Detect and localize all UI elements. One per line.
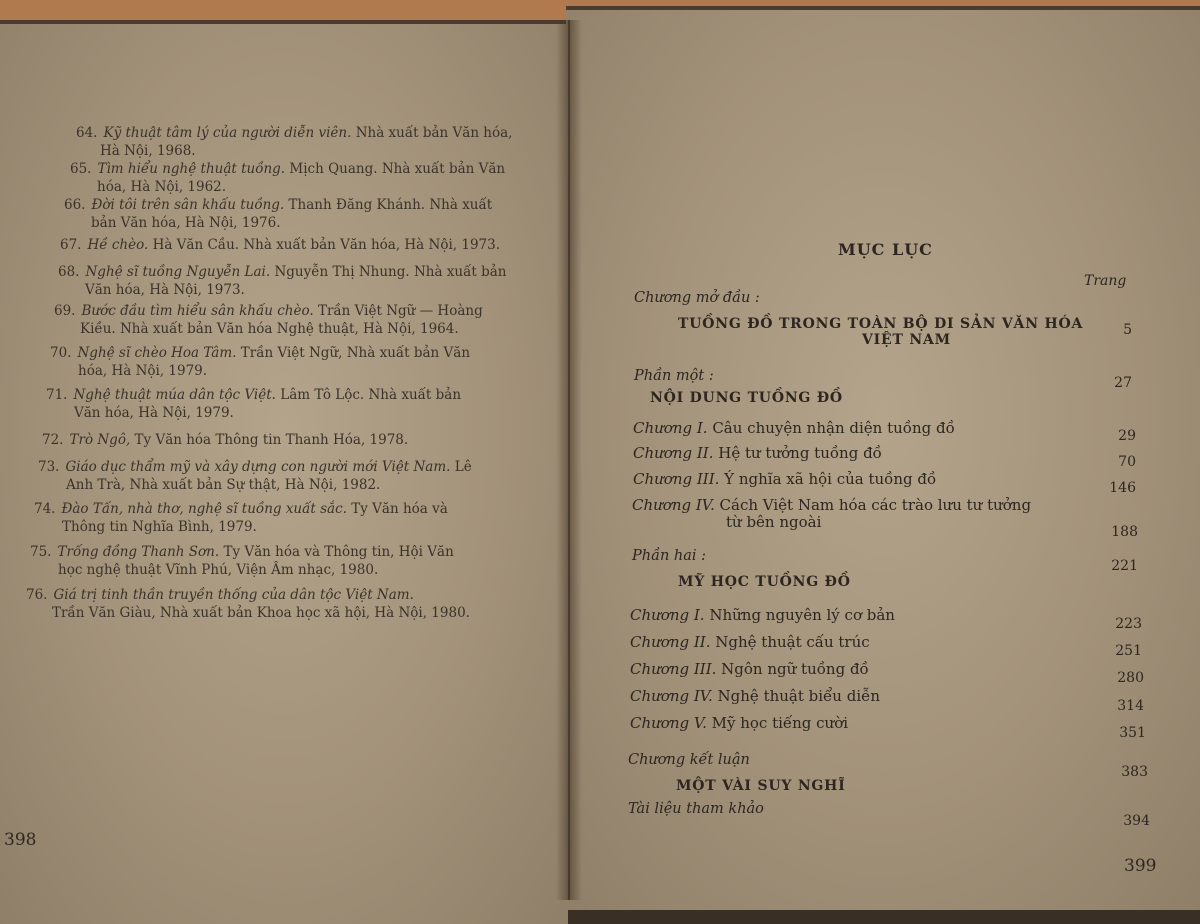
toc-part-heading: NỘI DUNG TUỒNG ĐỒ [650,390,843,406]
toc-page-number: 383 [1121,764,1148,780]
toc-page-number: 394 [1123,813,1150,829]
reference-details: Ty Văn hóa và [346,501,448,517]
toc-chapter-label: Chương III. [633,470,720,488]
toc-intro-heading-line2: VIỆT NAM [862,332,951,348]
reference-details: Trần Việt Ngữ, Nhà xuất bản Văn [236,345,471,361]
toc-page-number: 27 [1114,375,1132,391]
toc-chapter-title: Hệ tư tưởng tuồng đồ [713,444,882,462]
toc-page-number: 314 [1117,698,1144,714]
reference-details: Nguyễn Thị Nhung. Nhà xuất bản [270,264,507,280]
toc-page-number: 280 [1117,670,1144,686]
reference-details-line2: bản Văn hóa, Hà Nội, 1976. [91,215,281,231]
reference-number: 66. [64,197,86,213]
toc-chapter-title: Nghệ thuật biểu diễn [712,687,880,705]
reference-title: Nghệ sĩ tuồng Nguyễn Lai. [85,264,271,280]
reference-details-line2: học nghệ thuật Vĩnh Phú, Viện Âm nhạc, 1980. [58,562,379,578]
toc-chapter-title-line2: từ bên ngoài [726,513,822,531]
reference-details: Ty Văn hóa Thông tin Thanh Hóa, 1978. [130,432,409,448]
toc-chapter-title: Những nguyên lý cơ bản [704,606,895,624]
toc-page-number: 70 [1118,454,1136,470]
toc-chapter-label: Chương II. [633,444,714,462]
toc-page-number: 29 [1118,428,1136,444]
reference-item [70,160,540,196]
reference-number: 75. [30,544,52,560]
reference-details: Hà Văn Cầu. Nhà xuất bản Văn hóa, Hà Nội, 1973. [148,237,501,253]
reference-title: Tìm hiểu nghệ thuật tuồng. [97,161,286,177]
reference-item [38,458,540,494]
reference-title: Kỹ thuật tâm lý của người diễn viên. [103,125,352,141]
toc-chapter-row[interactable] [633,419,955,437]
reference-item [76,124,536,160]
right-page-number: 399 [1124,856,1157,876]
toc-chapter-row[interactable] [633,444,882,462]
reference-number: 73. [38,459,60,475]
toc-chapter-title: Ngôn ngữ tuồng đồ [716,660,869,678]
toc-page-number: 351 [1119,725,1146,741]
toc-chapter-label: Chương V. [630,714,707,732]
reference-item [60,236,540,254]
reference-details-line2: Kiều. Nhà xuất bản Văn hóa Nghệ thuật, Hà Nội, 1964. [80,321,459,337]
reference-item [30,543,540,579]
toc-chapter-title: Ý nghĩa xã hội của tuồng đồ [719,470,937,488]
reference-details-line2: Hà Nội, 1968. [100,143,196,159]
reference-item [46,386,540,422]
reference-number: 65. [70,161,92,177]
toc-chapter-title: Cách Việt Nam hóa các trào lưu tư tưởng [714,496,1032,514]
reference-details: Lâm Tô Lộc. Nhà xuất bản [275,387,462,403]
toc-page-number: 188 [1111,524,1138,540]
reference-number: 76. [26,587,48,603]
reference-details-line2: Văn hóa, Hà Nội, 1973. [85,282,245,298]
reference-details-line2: Văn hóa, Hà Nội, 1979. [74,405,234,421]
toc-chapter-label: Chương I. [630,606,705,624]
reference-number: 64. [76,125,98,141]
toc-chapter-row[interactable] [633,470,936,488]
reference-item [64,196,539,232]
toc-conclusion-label: Chương kết luận [628,752,750,768]
toc-chapter-row[interactable] [630,714,848,732]
reference-item [26,586,540,622]
toc-intro-label: Chương mở đầu : [634,290,760,306]
reference-title: Giáo dục thẩm mỹ và xây dựng con người mới Việt Nam. [65,459,451,475]
toc-chapter-row[interactable] [632,496,1031,514]
toc-page-column-label: Trang [1084,273,1127,289]
toc-chapter-row[interactable] [630,633,870,651]
toc-part-label: Phần hai : [632,548,707,564]
reference-item [58,263,540,299]
reference-item [50,344,540,380]
toc-chapter-row[interactable] [630,660,869,678]
toc-chapter-label: Chương IV. [630,687,713,705]
toc-references-label[interactable]: Tài liệu tham khảo [628,801,764,817]
reference-title: Đời tôi trên sân khấu tuồng. [91,197,285,213]
reference-details-line2: Trần Văn Giàu, Nhà xuất bản Khoa học xã hội, Hà Nội, 1980. [52,605,470,621]
toc-part-label: Phần một : [634,368,714,384]
toc-chapter-title: Câu chuyện nhận diện tuồng đồ [707,419,955,437]
reference-title: Trống đồng Thanh Sơn. [57,544,220,560]
toc-page-number: 221 [1111,558,1138,574]
reference-title: Bước đầu tìm hiểu sân khấu chèo. [81,303,314,319]
reference-details-line2: Anh Trà, Nhà xuất bản Sự thật, Hà Nội, 1982. [66,477,381,493]
reference-number: 68. [58,264,80,280]
toc-title: MỤC LỤC [838,240,933,259]
reference-details: Nhà xuất bản Văn hóa, [351,125,513,141]
toc-chapter-label: Chương I. [633,419,708,437]
toc-page-number: 223 [1115,616,1142,632]
reference-number: 69. [54,303,76,319]
toc-chapter-label: Chương II. [630,633,711,651]
toc-chapter-label: Chương III. [630,660,717,678]
reference-title: Đào Tấn, nhà thơ, nghệ sĩ tuồng xuất sắc. [61,501,347,517]
reference-number: 74. [34,501,56,517]
toc-part-heading: MỸ HỌC TUỒNG ĐỒ [678,574,851,590]
reference-number: 67. [60,237,82,253]
reference-item [34,500,540,536]
reference-details: Ty Văn hóa và Thông tin, Hội Văn [219,544,454,560]
reference-details: Thanh Đăng Khánh. Nhà xuất [284,197,493,213]
reference-title: Giá trị tinh thần truyền thống của dân tộc Việt Nam. [53,587,414,603]
toc-chapter-row[interactable] [630,687,880,705]
toc-page-number: 5 [1123,322,1132,338]
toc-intro-heading: TUỒNG ĐỒ TRONG TOÀN BỘ DI SẢN VĂN HÓA [678,316,1084,332]
reference-details-line2: hóa, Hà Nội, 1979. [78,363,208,379]
reference-details-line2: Thông tin Nghĩa Bình, 1979. [62,519,257,535]
book-gutter [556,20,582,900]
toc-chapter-label: Chương IV. [632,496,715,514]
reference-details-line2: hóa, Hà Nội, 1962. [97,179,227,195]
reference-details: Mịch Quang. Nhà xuất bản Văn [285,161,506,177]
left-page-number: 398 [4,830,37,850]
toc-conclusion-heading: MỘT VÀI SUY NGHĨ [676,778,846,794]
reference-item [42,431,540,449]
toc-page-number: 251 [1115,643,1142,659]
toc-chapter-title: Nghệ thuật cấu trúc [710,633,870,651]
toc-page-number: 146 [1109,480,1136,496]
toc-chapter-title: Mỹ học tiếng cười [706,714,849,732]
reference-title: Nghệ thuật múa dân tộc Việt. [73,387,276,403]
reference-number: 70. [50,345,72,361]
reference-title: Trò Ngô, [69,432,131,448]
reference-number: 71. [46,387,68,403]
reference-title: Hề chèo. [87,237,149,253]
reference-number: 72. [42,432,64,448]
reference-title: Nghệ sĩ chèo Hoa Tâm. [77,345,237,361]
toc-chapter-row[interactable] [630,606,895,624]
reference-details: Lê [450,459,472,475]
reference-details: Trần Việt Ngữ — Hoàng [313,303,483,319]
reference-item [54,302,540,338]
